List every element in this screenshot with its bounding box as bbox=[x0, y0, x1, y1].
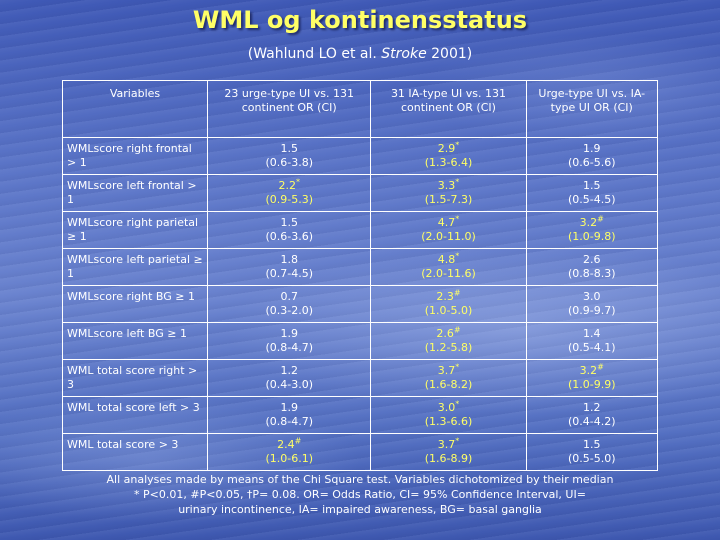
odds-ratio-value-line bbox=[531, 179, 654, 193]
confidence-interval: (0.8-4.7) bbox=[265, 415, 313, 428]
footnote bbox=[0, 472, 720, 517]
odds-ratio-value: 1.8 bbox=[280, 253, 298, 266]
odds-ratio-value: 1.9 bbox=[280, 401, 298, 414]
table-row bbox=[63, 212, 658, 249]
odds-ratio-value-line bbox=[531, 216, 654, 230]
confidence-interval: (1.6-8.9) bbox=[424, 452, 473, 465]
odds-ratio-cell bbox=[526, 323, 658, 360]
odds-ratio-value: 2.6 bbox=[436, 327, 454, 340]
significance-marker: * bbox=[455, 362, 460, 372]
odds-ratio-value: 3.3 bbox=[437, 179, 456, 192]
significance-marker: # bbox=[453, 288, 461, 298]
odds-ratio-value: 1.2 bbox=[583, 401, 601, 414]
odds-ratio-value-line bbox=[212, 364, 366, 378]
confidence-interval: (1.3-6.4) bbox=[424, 156, 473, 169]
odds-ratio-value-line bbox=[212, 290, 366, 304]
significance-marker: * bbox=[295, 177, 300, 187]
confidence-interval: (1.0-9.9) bbox=[567, 378, 616, 391]
odds-ratio-cell bbox=[371, 286, 526, 323]
odds-ratio-value: 0.7 bbox=[280, 290, 298, 303]
odds-ratio-value-line bbox=[375, 327, 521, 341]
odds-ratio-value: 3.7 bbox=[437, 438, 456, 451]
significance-marker: # bbox=[453, 325, 461, 335]
odds-ratio-cell bbox=[208, 175, 371, 212]
odds-ratio-cell bbox=[526, 286, 658, 323]
odds-ratio-cell bbox=[371, 323, 526, 360]
odds-ratio-cell bbox=[526, 212, 658, 249]
table-body bbox=[63, 138, 658, 471]
significance-marker: * bbox=[455, 436, 460, 446]
row-variable: WMLscore left BG ≥ 1 bbox=[63, 323, 208, 360]
odds-ratio-cell bbox=[208, 249, 371, 286]
odds-ratio-value-line bbox=[212, 179, 366, 193]
significance-marker: * bbox=[455, 140, 460, 150]
table-row bbox=[63, 286, 658, 323]
confidence-interval: (0.4-4.2) bbox=[567, 415, 616, 428]
table-header-row bbox=[63, 81, 658, 138]
table-row bbox=[63, 249, 658, 286]
confidence-interval: (0.9-5.3) bbox=[265, 193, 313, 206]
header-variables: Variables bbox=[63, 81, 208, 138]
odds-ratio-value: 2.6 bbox=[583, 253, 601, 266]
odds-ratio-cell bbox=[208, 397, 371, 434]
odds-ratio-value: 3.2 bbox=[579, 216, 598, 229]
odds-ratio-cell bbox=[526, 175, 658, 212]
row-variable: WMLscore left parietal ≥ 1 bbox=[63, 249, 208, 286]
odds-ratio-cell bbox=[526, 434, 658, 471]
odds-ratio-value: 4.8 bbox=[437, 253, 456, 266]
table-row bbox=[63, 175, 658, 212]
table-row bbox=[63, 397, 658, 434]
confidence-interval: (0.6-5.6) bbox=[567, 156, 616, 169]
confidence-interval: (0.5-4.1) bbox=[567, 341, 616, 354]
citation-prefix: (Wahlund LO et al. bbox=[247, 46, 382, 62]
citation-journal: Stroke bbox=[381, 46, 427, 62]
confidence-interval: (0.4-3.0) bbox=[265, 378, 313, 391]
row-variable: WMLscore right BG ≥ 1 bbox=[63, 286, 208, 323]
confidence-interval: (0.8-4.7) bbox=[265, 341, 313, 354]
footnote-line-3: urinary incontinence, IA= impaired awareness, BG= basal ganglia bbox=[178, 503, 542, 516]
odds-ratio-value: 2.3 bbox=[436, 290, 454, 303]
odds-ratio-value: 1.5 bbox=[280, 216, 298, 229]
significance-marker: # bbox=[294, 436, 302, 446]
odds-ratio-value-line bbox=[212, 327, 366, 341]
odds-ratio-cell bbox=[208, 286, 371, 323]
odds-ratio-value-line bbox=[212, 253, 366, 267]
odds-ratio-cell bbox=[371, 249, 526, 286]
confidence-interval: (0.5-5.0) bbox=[567, 452, 616, 465]
odds-ratio-value-line bbox=[212, 216, 366, 230]
confidence-interval: (1.0-5.0) bbox=[424, 304, 473, 317]
table-row bbox=[63, 360, 658, 397]
odds-ratio-value: 2.9 bbox=[437, 142, 456, 155]
odds-ratio-value: 3.0 bbox=[583, 290, 601, 303]
confidence-interval: (0.7-4.5) bbox=[265, 267, 313, 280]
odds-ratio-cell bbox=[208, 323, 371, 360]
odds-ratio-value-line bbox=[212, 142, 366, 156]
odds-ratio-cell bbox=[371, 397, 526, 434]
odds-ratio-value-line bbox=[212, 438, 366, 452]
odds-ratio-value: 1.2 bbox=[280, 364, 298, 377]
odds-ratio-value-line bbox=[375, 253, 521, 267]
significance-marker: # bbox=[597, 362, 604, 372]
odds-ratio-value: 1.5 bbox=[280, 142, 298, 155]
odds-ratio-cell bbox=[526, 397, 658, 434]
odds-ratio-value: 1.4 bbox=[583, 327, 601, 340]
confidence-interval: (0.3-2.0) bbox=[265, 304, 313, 317]
odds-ratio-value: 3.7 bbox=[437, 364, 456, 377]
odds-ratio-value-line bbox=[375, 364, 521, 378]
confidence-interval: (2.0-11.0) bbox=[421, 230, 476, 243]
row-variable: WML total score > 3 bbox=[63, 434, 208, 471]
confidence-interval: (0.9-9.7) bbox=[567, 304, 616, 317]
odds-ratio-value: 3.0 bbox=[437, 401, 456, 414]
odds-ratio-value-line bbox=[375, 290, 521, 304]
significance-marker: # bbox=[597, 214, 604, 224]
odds-ratio-value-line bbox=[531, 438, 654, 452]
table-row bbox=[63, 138, 658, 175]
odds-ratio-cell bbox=[371, 360, 526, 397]
odds-ratio-cell bbox=[371, 175, 526, 212]
odds-ratio-cell bbox=[526, 138, 658, 175]
odds-ratio-value-line bbox=[531, 290, 654, 304]
footnote-line-2: * P<0.01, #P<0.05, †P= 0.08. OR= Odds Ratio, CI= 95% Confidence Interval, UI= bbox=[134, 488, 586, 501]
odds-ratio-value: 1.5 bbox=[583, 179, 601, 192]
odds-ratio-cell bbox=[371, 434, 526, 471]
odds-ratio-cell bbox=[526, 249, 658, 286]
odds-ratio-value-line bbox=[375, 216, 521, 230]
confidence-interval: (0.6-3.6) bbox=[265, 230, 313, 243]
odds-ratio-value: 1.9 bbox=[280, 327, 298, 340]
header-urge-vs-continent: 23 urge-type UI vs. 131 continent OR (CI) bbox=[208, 81, 371, 138]
odds-ratio-value-line bbox=[531, 327, 654, 341]
odds-ratio-value-line bbox=[375, 179, 521, 193]
confidence-interval: (0.8-8.3) bbox=[567, 267, 616, 280]
odds-ratio-cell bbox=[371, 212, 526, 249]
table-row bbox=[63, 434, 658, 471]
row-variable: WMLscore left frontal > 1 bbox=[63, 175, 208, 212]
significance-marker: * bbox=[455, 214, 460, 224]
odds-ratio-value-line bbox=[212, 401, 366, 415]
significance-marker: * bbox=[455, 177, 460, 187]
results-table bbox=[62, 80, 658, 471]
footnote-line-1: All analyses made by means of the Chi Square test. Variables dichotomized by their median bbox=[106, 473, 614, 486]
significance-marker: * bbox=[455, 399, 460, 409]
odds-ratio-value-line bbox=[531, 142, 654, 156]
citation bbox=[0, 46, 720, 62]
odds-ratio-value: 1.9 bbox=[583, 142, 601, 155]
row-variable: WMLscore right frontal > 1 bbox=[63, 138, 208, 175]
odds-ratio-value-line bbox=[531, 364, 654, 378]
odds-ratio-value-line bbox=[531, 253, 654, 267]
odds-ratio-value: 1.5 bbox=[583, 438, 601, 451]
confidence-interval: (1.6-8.2) bbox=[424, 378, 473, 391]
header-urge-vs-ia: Urge-type UI vs. IA-type UI OR (CI) bbox=[526, 81, 658, 138]
odds-ratio-value: 3.2 bbox=[579, 364, 598, 377]
row-variable: WML total score left > 3 bbox=[63, 397, 208, 434]
odds-ratio-value-line bbox=[375, 401, 521, 415]
confidence-interval: (1.5-7.3) bbox=[424, 193, 473, 206]
odds-ratio-value: 2.2 bbox=[278, 179, 296, 192]
confidence-interval: (0.6-3.8) bbox=[265, 156, 313, 169]
odds-ratio-value-line bbox=[375, 142, 521, 156]
slide-title: WML og kontinensstatus bbox=[192, 6, 528, 34]
row-variable: WML total score right > 3 bbox=[63, 360, 208, 397]
citation-suffix: 2001) bbox=[426, 46, 473, 62]
significance-marker: * bbox=[455, 251, 460, 261]
odds-ratio-value-line bbox=[531, 401, 654, 415]
odds-ratio-cell bbox=[526, 360, 658, 397]
confidence-interval: (1.0-6.1) bbox=[265, 452, 313, 465]
odds-ratio-value: 4.7 bbox=[437, 216, 456, 229]
odds-ratio-cell bbox=[371, 138, 526, 175]
odds-ratio-cell bbox=[208, 138, 371, 175]
odds-ratio-value-line bbox=[375, 438, 521, 452]
table-row bbox=[63, 323, 658, 360]
confidence-interval: (1.3-6.6) bbox=[424, 415, 473, 428]
odds-ratio-cell bbox=[208, 212, 371, 249]
confidence-interval: (1.2-5.8) bbox=[424, 341, 473, 354]
confidence-interval: (0.5-4.5) bbox=[567, 193, 616, 206]
confidence-interval: (1.0-9.8) bbox=[567, 230, 616, 243]
header-ia-vs-continent: 31 IA-type UI vs. 131 continent OR (CI) bbox=[371, 81, 526, 138]
odds-ratio-cell bbox=[208, 434, 371, 471]
row-variable: WMLscore right parietal ≥ 1 bbox=[63, 212, 208, 249]
odds-ratio-cell bbox=[208, 360, 371, 397]
odds-ratio-value: 2.4 bbox=[277, 438, 295, 451]
confidence-interval: (2.0-11.6) bbox=[421, 267, 476, 280]
